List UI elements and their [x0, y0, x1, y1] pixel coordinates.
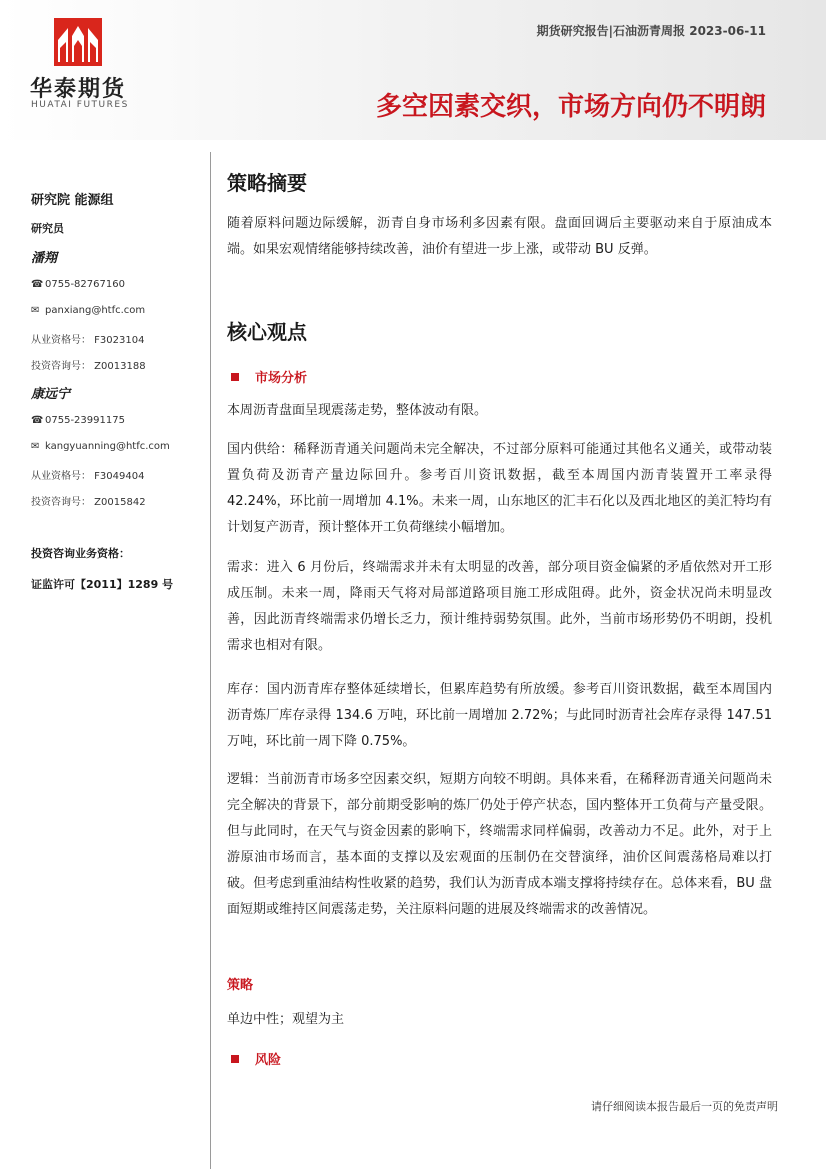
analyst-email-value[interactable]: panxiang@htfc.com — [45, 305, 146, 316]
role-label: 研究员 — [31, 222, 64, 235]
risk-heading — [227, 1049, 281, 1068]
core-views-heading: 核心观点 — [227, 320, 307, 344]
license-label: 投资咨询业务资格： — [31, 547, 130, 560]
brand-name-en: HUATAI FUTURES — [31, 100, 129, 110]
report-meta: 期货研究报告|石油沥青周报 2023-06-11 — [536, 24, 766, 38]
brand-name-cn: 华泰期货 — [30, 77, 127, 102]
summary-paragraph: 随着原料问题边际缓解，沥青自身市场利多因素有限。盘面回调后主要驱动来自于原油成本端。如果宏观情绪能够持续改善，油价有望进一步上涨，或带动 BU 反弹。 — [227, 216, 772, 257]
analyst-email[interactable] — [31, 305, 145, 316]
analyst-phone-value: 0755-82767160 — [45, 279, 125, 290]
logic-paragraph: 逻辑：当前沥青市场多空因素交织，短期方向较不明朗。具体来看，在稀释沥青通关问题尚未完全解决的背景下，部分前期受影响的炼厂仍处于停产状态，国内整体开工负荷与产量受限。但与此同时，在天气与资金因素的影响下，终端需求同样偏弱，改善动力不足。此外，对于上游原油市场而言，基本面的支撑以及宏观面的压制仍在交替演绎，油价区间震荡格局难以打破。但考虑到重油结构性收紧的趋势，我们认为沥青成本端支撑将持续存在。总体来看，BU 盘面短期或维持区间震荡走势，关注原料问题的进展及终端需求的改善情况。 — [227, 772, 772, 917]
sidebar-divider — [210, 152, 211, 1169]
analyst-name: 康远宁 — [31, 387, 71, 402]
summary-heading: 策略摘要 — [227, 171, 307, 195]
analyst-email[interactable] — [31, 441, 170, 452]
brand-logo — [30, 18, 140, 118]
huatai-logo-icon — [54, 18, 102, 66]
analyst-name: 潘翔 — [31, 251, 58, 266]
strategy-heading: 策略 — [227, 978, 254, 993]
analyst-phone — [31, 279, 125, 290]
analyst-advisory-id: 投资咨询号： Z0013188 — [31, 361, 146, 372]
square-bullet-icon — [231, 1055, 239, 1063]
demand-paragraph: 需求：进入 6 月份后，终端需求并未有太明显的改善，部分项目资金偏紧的矛盾依然对开工形成压制。未来一周，降雨天气将对局部道路项目施工形成阻碍。此外，资金状况尚未明显改善，因此沥青终端需求仍增长乏力，预计维持弱势氛围。此外，当前市场形势仍不明朗，投机需求也相对有限。 — [227, 560, 772, 653]
inventory-paragraph: 库存：国内沥青库存整体延续增长，但累库趋势有所放缓。参考百川资讯数据，截至本周国内沥青炼厂库存录得 134.6 万吨，环比前一周增加 2.72%；与此同时沥青社会库存录得 147.51 万吨，环比前一周下降 0.75%。 — [227, 682, 772, 749]
market-analysis-label: 市场分析 — [255, 371, 308, 386]
phone-icon: ☎ — [31, 415, 44, 426]
square-bullet-icon — [231, 373, 239, 381]
license-value: 证监许可【2011】1289 号 — [31, 578, 174, 591]
risk-label: 风险 — [255, 1053, 282, 1068]
phone-icon: ☎ — [31, 279, 44, 290]
market-analysis-heading — [227, 367, 307, 386]
department-label: 研究院 能源组 — [31, 193, 114, 208]
analyst-qualification: 从业资格号： F3049404 — [31, 471, 145, 482]
strategy-paragraph: 单边中性；观望为主 — [227, 1012, 345, 1027]
analyst-qualification: 从业资格号： F3023104 — [31, 335, 145, 346]
analyst-email-value[interactable]: kangyuanning@htfc.com — [45, 441, 170, 452]
analyst-phone — [31, 415, 125, 426]
envelope-icon: ✉ — [31, 305, 40, 316]
analyst-advisory-id: 投资咨询号： Z0015842 — [31, 497, 146, 508]
analyst-phone-value: 0755-23991175 — [45, 415, 125, 426]
report-header — [0, 0, 826, 140]
market-intro-paragraph: 本周沥青盘面呈现震荡走势，整体波动有限。 — [227, 403, 488, 418]
envelope-icon: ✉ — [31, 441, 40, 452]
disclaimer-note: 请仔细阅读本报告最后一页的免责声明 — [591, 1100, 778, 1113]
report-title: 多空因素交织，市场方向仍不明朗 — [375, 92, 766, 122]
supply-paragraph: 国内供给：稀释沥青通关问题尚未完全解决，不过部分原料可能通过其他名义通关，或带动装置负荷及沥青产量边际回升。参考百川资讯数据，截至本周国内沥青装置开工率录得 42.24%，环比前一周增加 4.1%。未来一周，山东地区的汇丰石化以及西北地区的美汇特均有计划复产沥青，预计整体开工负荷继续小幅增加。 — [227, 442, 772, 535]
